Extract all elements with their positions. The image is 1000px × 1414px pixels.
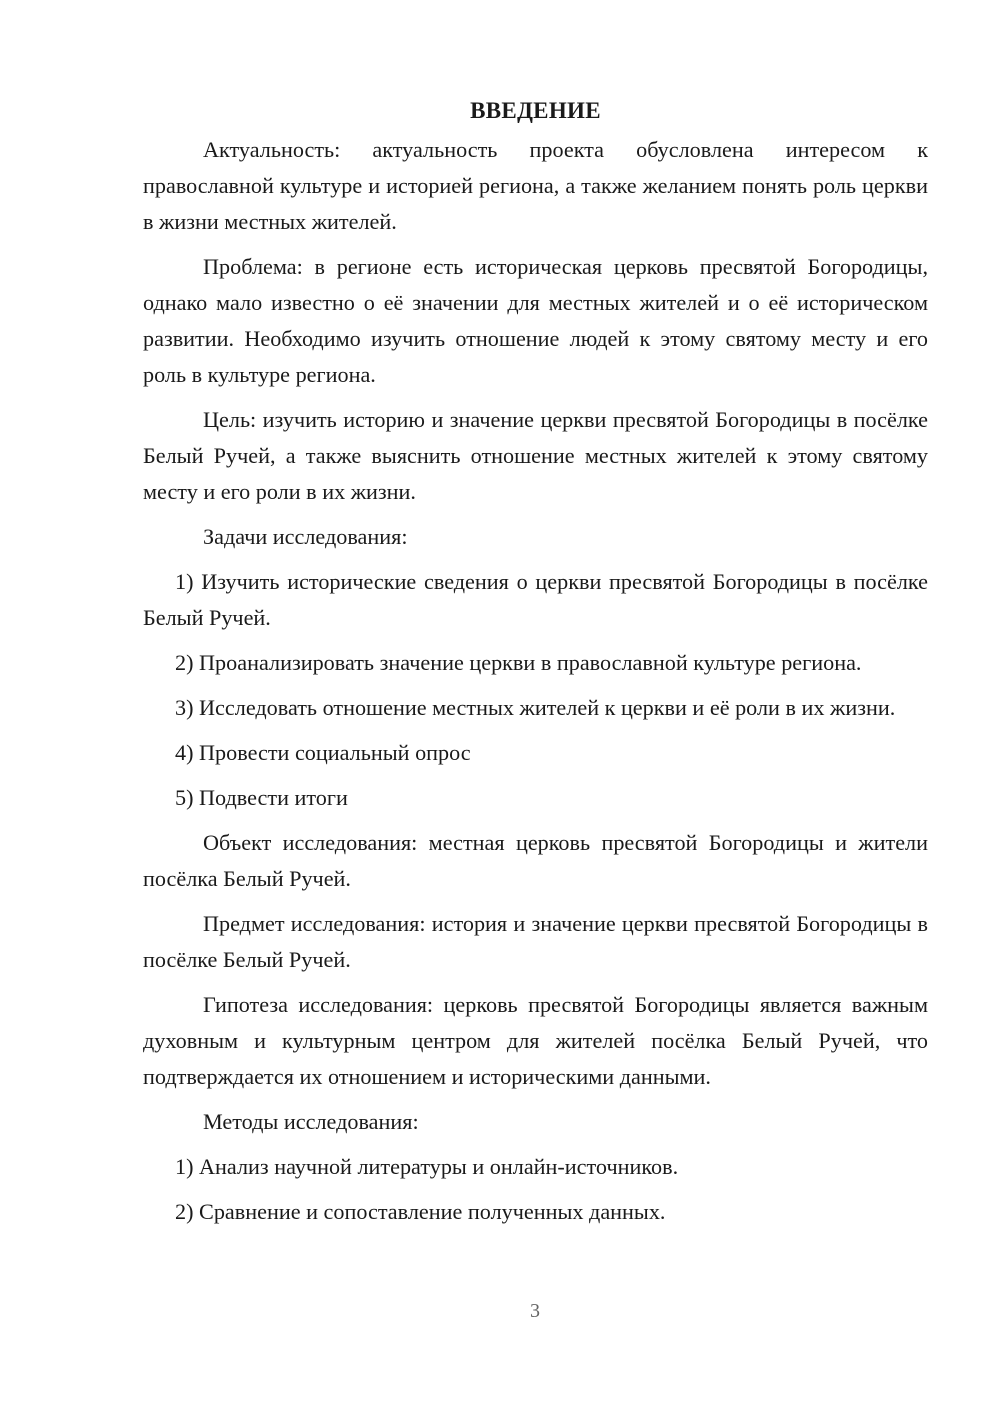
task-item: 5) Подвести итоги (175, 785, 348, 810)
methods-heading: Методы исследования: (203, 1109, 419, 1134)
method-item: 2) Сравнение и сопоставление полученных данных. (175, 1199, 666, 1224)
method-item: 1) Анализ научной литературы и онлайн-источников. (175, 1154, 679, 1179)
page-number: 3 (530, 1300, 540, 1322)
subject-paragraph: Предмет исследования: история и значение церкви пресвятой Богородицы в посёлке Белый Ручей. (143, 911, 928, 972)
object-paragraph: Объект исследования: местная церковь пресвятой Богородицы и жители посёлка Белый Ручей. (143, 830, 928, 891)
problem-paragraph: Проблема: в регионе есть историческая церковь пресвятой Богородицы, однако мало известно о её значении для местных жителей и о её историческом развитии. Необходимо изучить отношение людей к этому святому месту и его роль в культуре региона. (143, 254, 928, 387)
relevance-paragraph: Актуальность: актуальность проекта обусловлена интересом к православной культуре и историей региона, а также желанием понять роль церкви в жизни местных жителей. (143, 137, 928, 234)
section-heading: ВВЕДЕНИЕ (470, 98, 601, 123)
task-item: 4) Провести социальный опрос (175, 740, 471, 765)
page-content (143, 94, 928, 1239)
task-item: 2) Проанализировать значение церкви в православной культуре региона. (175, 650, 862, 675)
tasks-heading: Задачи исследования: (203, 524, 408, 549)
goal-paragraph: Цель: изучить историю и значение церкви пресвятой Богородицы в посёлке Белый Ручей, а также выяснить отношение местных жителей к этому святому месту и его роли в их жизни. (143, 407, 928, 504)
task-item: 1) Изучить исторические сведения о церкви пресвятой Богородицы в посёлке Белый Ручей. (143, 569, 928, 630)
task-item: 3) Исследовать отношение местных жителей к церкви и её роли в их жизни. (175, 695, 896, 720)
hypothesis-paragraph: Гипотеза исследования: церковь пресвятой Богородицы является важным духовным и культурным центром для жителей посёлка Белый Ручей, что подтверждается их отношением и историческими данными. (143, 992, 928, 1089)
